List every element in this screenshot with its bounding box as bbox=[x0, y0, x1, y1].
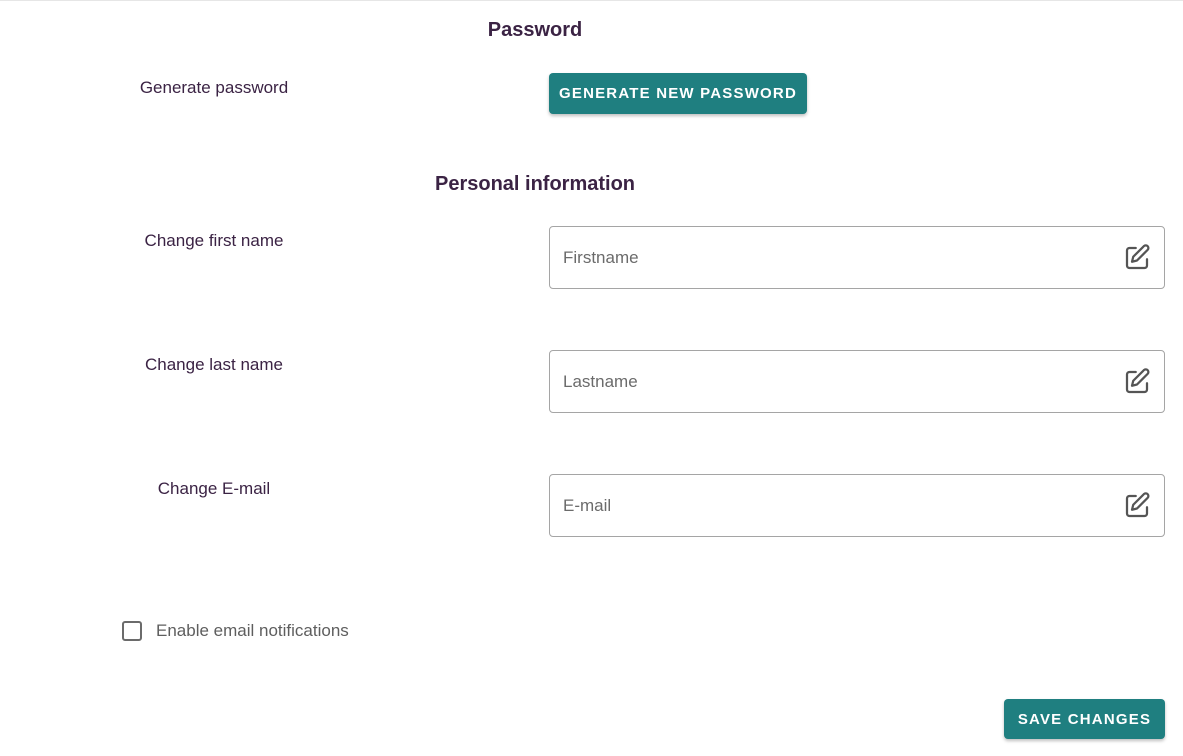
generate-new-password-button[interactable]: GENERATE NEW PASSWORD bbox=[549, 73, 807, 114]
change-email-label: Change E-mail bbox=[157, 479, 271, 498]
save-changes-button[interactable]: SAVE CHANGES bbox=[1004, 699, 1165, 739]
change-first-name-label: Change first name bbox=[144, 231, 284, 250]
edit-icon[interactable] bbox=[1122, 491, 1152, 521]
email-input[interactable] bbox=[563, 475, 1103, 536]
first-name-input[interactable] bbox=[563, 227, 1103, 288]
personal-information-section-title: Personal information bbox=[434, 173, 636, 195]
email-notifications-row[interactable] bbox=[122, 621, 349, 641]
edit-icon[interactable] bbox=[1122, 367, 1152, 397]
last-name-field bbox=[549, 350, 1165, 413]
password-section-title: Password bbox=[487, 19, 583, 41]
first-name-field bbox=[549, 226, 1165, 289]
email-notifications-label[interactable]: Enable email notifications bbox=[156, 621, 349, 640]
change-last-name-label: Change last name bbox=[145, 355, 283, 374]
edit-icon[interactable] bbox=[1122, 243, 1152, 273]
email-notifications-checkbox[interactable] bbox=[122, 621, 142, 641]
last-name-input[interactable] bbox=[563, 351, 1103, 412]
generate-password-label: Generate password bbox=[139, 78, 289, 97]
email-field bbox=[549, 474, 1165, 537]
